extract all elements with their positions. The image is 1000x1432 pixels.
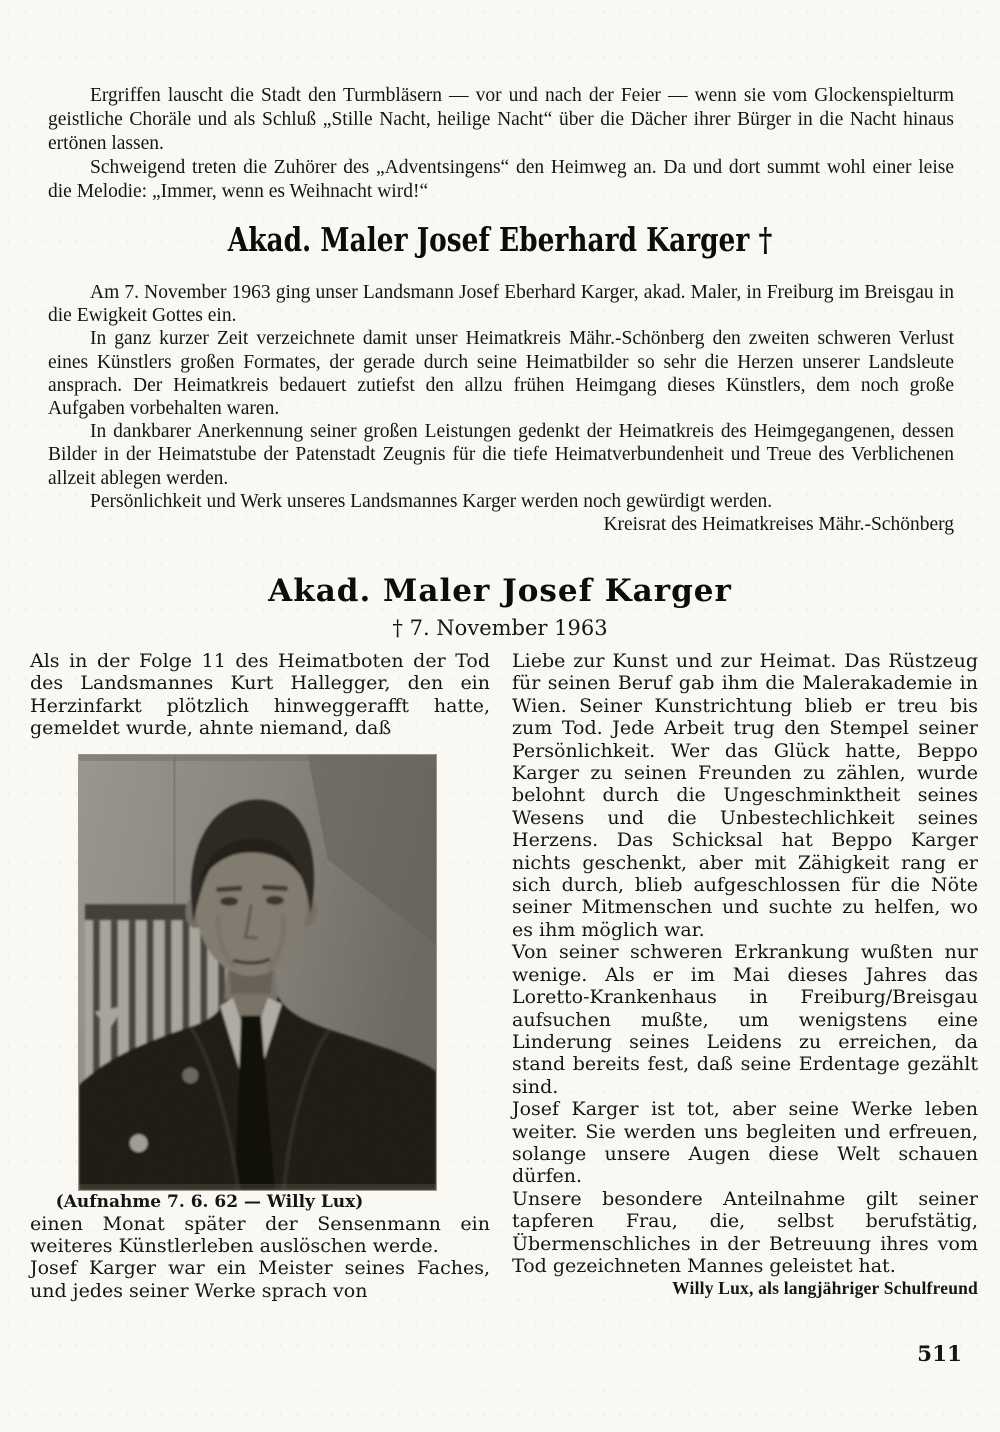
page-number: 511: [917, 1342, 962, 1367]
right-column-paragraph-1: Liebe zur Kunst und zur Heimat. Das Rüstzeug für seinen Beruf gab ihm die Malerakademie in Wien. Seiner Kunstrichtung blieb er treu bis zum Tod. Jede Arbeit trug den Stempel seiner Persönlichkeit. Wer das Glück hatte, Beppo Karger zu seinen Freunden zu zählen, wurde belohnt durch die Ungeschminktheit seines Wesens und die Unbestechlichkeit seines Herzens. Das Schicksal hat Beppo Karger nichts geschenkt, aber mit Zähigkeit rang er sich durch, blieb aufgeschlossen für die Nöte seiner Mitmenschen und suchte zu helfen, wo es ihm möglich war.: [512, 650, 978, 941]
portrait-photo: [78, 754, 437, 1191]
portrait-photo-illustration: [79, 755, 436, 1190]
obituary2-title: Akad. Maler Josef Karger: [268, 573, 732, 609]
obituary2-death-date: † 7. November 1963: [392, 616, 608, 640]
right-column-paragraph-2: Von seiner schweren Erkrankung wußten nur wenige. Als er im Mai dieses Jahres das Loretto-Krankenhaus in Freiburg/Breisgau aufsuchen mußte, um wenigstens eine Linderung seines Leidens zu erreichen, da stand bereits fest, daß seine Erdentage gezählt sind.: [512, 941, 978, 1098]
right-column-paragraph-3: Josef Karger ist tot, aber seine Werke leben weiter. Sie werden uns begleiten und erfreuen, solange unsere Augen diese Welt schauen dürfen.: [512, 1098, 978, 1188]
obituary1-paragraph-4: Persönlichkeit und Werk unseres Landsmannes Karger werden noch gewürdigt werden.: [90, 490, 773, 512]
obituary1-title: Akad. Maler Josef Eberhard Karger †: [227, 220, 773, 259]
left-column-paragraph-3: Josef Karger war ein Meister seines Faches, und jedes seiner Werke sprach von: [30, 1257, 490, 1302]
obituary1-paragraph-3: In dankbarer Anerkennung seiner großen Leistungen gedenkt der Heimatkreis des Heimgegangenen, dessen Bilder in der Heimatstube der Patenstadt Zeugnis für die tiefe Heimatverbundenheit und Treue des Verblichenen allzeit ablegen werden.: [48, 421, 954, 489]
intro-section: [48, 84, 954, 204]
intro-paragraph-1: Ergriffen lauscht die Stadt den Turmbläsern — vor und nach der Feier — wenn sie vom Glockenspielturm geistliche Choräle und als Schluß „Stille Nacht, heilige Nacht“ über die Dächer ihrer Bürger in die Nacht hinaus ertönen lassen.: [48, 85, 954, 154]
left-column-paragraph-1: Als in der Folge 11 des Heimatboten der Tod des Landsmannes Kurt Hallegger, den ein Herzinfarkt plötzlich hinweggerafft hatte, gemeldet wurde, ahnte niemand, daß: [30, 650, 490, 740]
obituary2-left-column: [30, 650, 490, 1302]
obituary1-paragraph-1: Am 7. November 1963 ging unser Landsmann Josef Eberhard Karger, akad. Maler, in Freiburg im Breisgau in die Ewigkeit Gottes ein.: [48, 282, 954, 327]
photo-caption: (Aufnahme 7. 6. 62 — Willy Lux): [55, 1191, 364, 1212]
obituary1-body: [48, 281, 954, 536]
intro-paragraph-2: Schweigend treten die Zuhörer des „Adventsingens“ den Heimweg an. Da und dort summt wohl einer leise die Melodie: „Immer, wenn es Weihnacht wird!“: [48, 157, 954, 202]
obituary1-attribution: Kreisrat des Heimatkreises Mähr.-Schönberg: [603, 514, 954, 536]
obituary2-right-column: [512, 650, 978, 1300]
left-column-paragraph-2: einen Monat später der Sensenmann ein weiteres Künstlerleben auslöschen werde.: [30, 1212, 490, 1258]
right-column-paragraph-4: Unsere besondere Anteilnahme gilt seiner tapferen Frau, die, selbst berufstätig, Übermenschliches in der Betreuung ihres vom Tod gezeichneten Mannes geleistet hat.: [512, 1187, 978, 1277]
obituary1-paragraph-2: In ganz kurzer Zeit verzeichnete damit unser Heimatkreis Mähr.-Schönberg den zweiten schweren Verlust eines Künstlers großen Formates, der gerade durch seine Heimatbilder so sehr die Herzen unserer Landsleute ansprach. Der Heimatkreis bedauert zutiefst den allzu frühen Heimgang dieses Künstlers, dem noch große Aufgaben vorbehalten waren.: [48, 328, 954, 420]
author-signature: Willy Lux, als langjähriger Schulfreund: [672, 1278, 978, 1299]
